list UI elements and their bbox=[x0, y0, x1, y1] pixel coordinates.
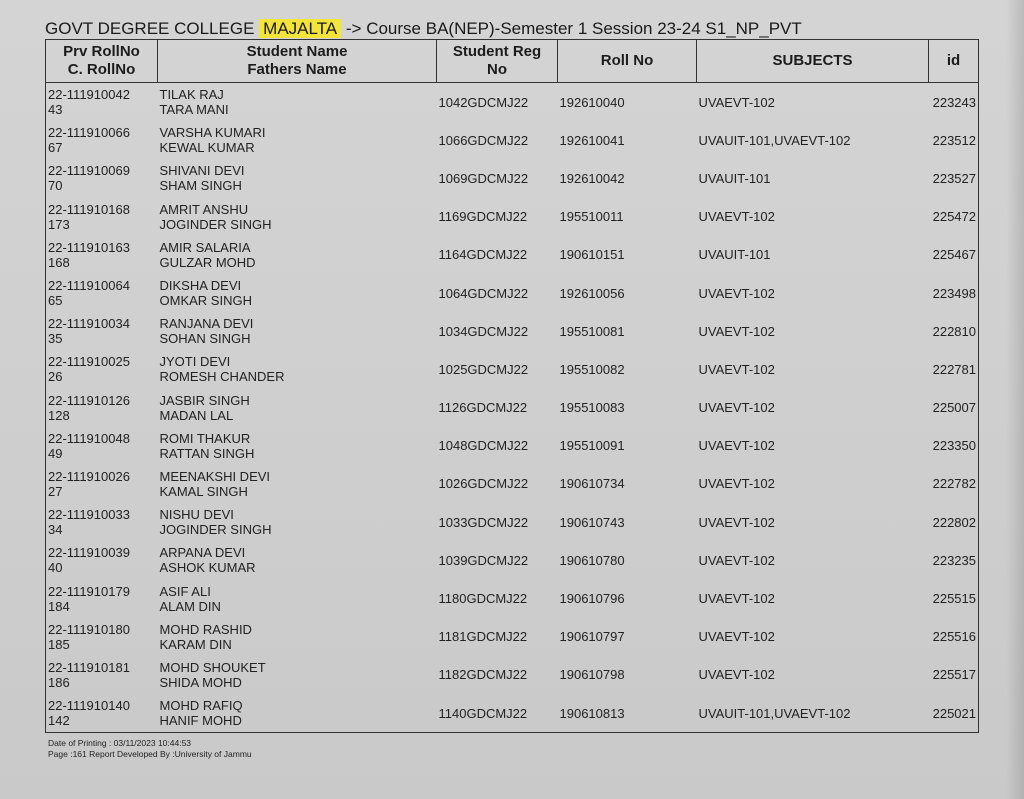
subjects: UVAEVT-102 bbox=[698, 438, 775, 454]
header-student-reg: Student Reg bbox=[452, 43, 542, 60]
student-reg-no: 1182GDCMJ22 bbox=[438, 667, 528, 683]
student-name: JASBIR SINGH bbox=[159, 392, 250, 408]
student-name: ASIF ALI bbox=[159, 583, 211, 599]
record-id: 225516 bbox=[929, 618, 979, 656]
student-reg-no: 1064GDCMJ22 bbox=[438, 285, 529, 301]
rollno-cell bbox=[46, 236, 158, 274]
student-reg-no: 1169GDCMJ22 bbox=[438, 209, 528, 225]
table-row bbox=[46, 312, 979, 350]
fathers-name: HANIF MOHD bbox=[159, 713, 242, 729]
fathers-name: GULZAR MOHD bbox=[159, 254, 256, 270]
prv-rollno: 22-111910025 bbox=[48, 354, 130, 370]
record-id: 225467 bbox=[929, 236, 979, 274]
subjects: UVAEVT-102 bbox=[698, 323, 775, 339]
subjects: UVAEVT-102 bbox=[698, 552, 775, 568]
table-row bbox=[46, 465, 979, 503]
student-reg-no: 1180GDCMJ22 bbox=[438, 591, 528, 607]
table-row bbox=[46, 656, 979, 694]
student-reg-no: 1140GDCMJ22 bbox=[437, 694, 558, 733]
record-id: 225021 bbox=[929, 694, 979, 733]
c-rollno: 70 bbox=[48, 178, 63, 194]
record-id: 223527 bbox=[929, 159, 979, 197]
name-cell bbox=[158, 236, 437, 274]
record-id: 223512 bbox=[929, 121, 979, 159]
header-student-reg-no bbox=[437, 40, 558, 83]
prv-rollno: 22-111910179 bbox=[48, 583, 130, 599]
rollno-cell bbox=[46, 312, 158, 350]
name-cell bbox=[158, 618, 437, 656]
subjects: UVAUIT-101 bbox=[698, 247, 771, 263]
subjects: UVAEVT-102 bbox=[698, 667, 775, 683]
c-rollno: 142 bbox=[48, 713, 70, 729]
fathers-name: ALAM DIN bbox=[159, 598, 221, 614]
subjects: UVAUIT-101 bbox=[698, 170, 771, 186]
prv-rollno: 22-111910048 bbox=[48, 430, 130, 446]
c-rollno: 186 bbox=[48, 674, 70, 690]
roll-no: 195510082 bbox=[559, 361, 625, 377]
rollno-cell bbox=[46, 694, 158, 733]
subjects: UVAEVT-102 bbox=[698, 629, 775, 645]
student-reg-no: 1025GDCMJ22 bbox=[438, 361, 529, 377]
name-cell bbox=[158, 656, 437, 694]
rollno-cell bbox=[46, 503, 158, 541]
prv-rollno: 22-111910180 bbox=[48, 621, 130, 637]
record-id: 225517 bbox=[929, 656, 979, 694]
c-rollno: 128 bbox=[48, 407, 70, 423]
table-row bbox=[46, 121, 979, 159]
record-id: 223243 bbox=[929, 83, 979, 122]
student-reg-no: 1048GDCMJ22 bbox=[438, 438, 529, 454]
table-row bbox=[46, 236, 979, 274]
subjects: UVAUIT-101,UVAEVT-102 bbox=[697, 694, 929, 733]
prv-rollno: 22-111910126 bbox=[48, 392, 130, 408]
subjects: UVAEVT-102 bbox=[698, 591, 775, 607]
name-cell bbox=[158, 389, 437, 427]
fathers-name: TARA MANI bbox=[159, 102, 229, 118]
page-info: Page :161 Report Developed By :University of Jammu bbox=[48, 749, 252, 759]
fathers-name: SOHAN SINGH bbox=[159, 331, 251, 347]
student-name: AMRIT ANSHU bbox=[159, 201, 249, 217]
prv-rollno: 22-111910181 bbox=[48, 659, 130, 675]
roll-no: 190610813 bbox=[558, 694, 697, 733]
c-rollno: 185 bbox=[48, 636, 70, 652]
student-table bbox=[45, 39, 979, 733]
header-subjects: SUBJECTS bbox=[697, 40, 929, 83]
roll-no: 192610042 bbox=[559, 170, 625, 186]
roll-no: 195510011 bbox=[559, 209, 624, 225]
fathers-name: JOGINDER SINGH bbox=[159, 522, 272, 538]
student-reg-no: 1033GDCMJ22 bbox=[438, 514, 529, 530]
prv-rollno: 22-111910034 bbox=[48, 316, 130, 332]
rollno-cell bbox=[46, 579, 158, 617]
fathers-name: KARAM DIN bbox=[159, 636, 232, 652]
student-name: MOHD RASHID bbox=[159, 621, 252, 637]
fathers-name: ROMESH CHANDER bbox=[159, 369, 285, 385]
student-name: AMIR SALARIA bbox=[159, 239, 251, 255]
name-cell bbox=[158, 198, 437, 236]
student-reg-no: 1026GDCMJ22 bbox=[438, 476, 529, 492]
prv-rollno: 22-111910039 bbox=[48, 545, 130, 561]
name-cell bbox=[158, 503, 437, 541]
header-id: id bbox=[929, 40, 979, 83]
name-cell bbox=[158, 121, 437, 159]
student-reg-no: 1181GDCMJ22 bbox=[438, 629, 528, 645]
student-reg-no: 1039GDCMJ22 bbox=[438, 552, 529, 568]
rollno-cell bbox=[46, 274, 158, 312]
rollno-cell bbox=[46, 541, 158, 579]
record-id: 222781 bbox=[929, 350, 979, 388]
prv-rollno: 22-111910140 bbox=[48, 698, 130, 714]
c-rollno: 43 bbox=[48, 102, 63, 118]
prv-rollno: 22-111910069 bbox=[48, 163, 130, 179]
roll-no: 190610780 bbox=[559, 552, 625, 568]
subjects: UVAEVT-102 bbox=[698, 400, 775, 416]
table-row bbox=[46, 618, 979, 656]
prv-rollno: 22-111910066 bbox=[48, 125, 130, 141]
name-cell bbox=[158, 83, 437, 122]
roll-no: 190610796 bbox=[559, 591, 625, 607]
student-name: ROMI THAKUR bbox=[159, 430, 251, 446]
name-cell bbox=[158, 579, 437, 617]
table-row bbox=[46, 389, 979, 427]
c-rollno: 184 bbox=[48, 598, 70, 614]
student-reg-no: 1034GDCMJ22 bbox=[438, 323, 529, 339]
subjects: UVAEVT-102 bbox=[698, 514, 775, 530]
student-reg-no: 1069GDCMJ22 bbox=[438, 170, 529, 186]
header-student-fathers-name bbox=[158, 40, 437, 83]
c-rollno: 173 bbox=[48, 216, 70, 232]
fathers-name: MADAN LAL bbox=[159, 407, 234, 423]
table-row bbox=[46, 274, 979, 312]
name-cell bbox=[158, 159, 437, 197]
roll-no: 190610734 bbox=[559, 476, 625, 492]
c-rollno: 27 bbox=[48, 483, 63, 499]
c-rollno: 67 bbox=[48, 140, 63, 156]
student-reg-no: 1042GDCMJ22 bbox=[438, 94, 529, 110]
subjects: UVAEVT-102 bbox=[698, 209, 775, 225]
date-of-printing: Date of Printing : 03/11/2023 10:44:53 bbox=[48, 738, 192, 748]
table-row bbox=[46, 579, 979, 617]
course-session: -> Course BA(NEP)-Semester 1 Session 23-24 S1_NP_PVT bbox=[345, 19, 802, 38]
fathers-name: SHIDA MOHD bbox=[159, 674, 242, 690]
roll-no: 190610151 bbox=[559, 247, 625, 263]
rollno-cell bbox=[46, 350, 158, 388]
name-cell bbox=[158, 694, 437, 733]
record-id: 225007 bbox=[929, 389, 979, 427]
roll-no: 195510083 bbox=[559, 400, 625, 416]
record-id: 223350 bbox=[929, 427, 979, 465]
fathers-name: SHAM SINGH bbox=[159, 178, 242, 194]
record-id: 225472 bbox=[929, 198, 979, 236]
header-c-rollno: C. RollNo bbox=[67, 61, 136, 78]
fathers-name: RATTAN SINGH bbox=[159, 445, 255, 461]
c-rollno: 40 bbox=[48, 560, 63, 576]
record-id: 223235 bbox=[929, 541, 979, 579]
name-cell bbox=[158, 541, 437, 579]
student-reg-no: 1066GDCMJ22 bbox=[438, 132, 529, 148]
record-id: 222802 bbox=[929, 503, 979, 541]
header-prv-rollno: Prv RollNo bbox=[63, 43, 140, 60]
student-name: SHIVANI DEVI bbox=[159, 163, 245, 179]
c-rollno: 34 bbox=[48, 522, 63, 538]
rollno-cell bbox=[46, 465, 158, 503]
table-body bbox=[46, 83, 979, 733]
rollno-cell bbox=[46, 121, 158, 159]
name-cell bbox=[158, 427, 437, 465]
student-reg-no: 1126GDCMJ22 bbox=[438, 400, 528, 416]
fathers-name: JOGINDER SINGH bbox=[159, 216, 272, 232]
fathers-name: ASHOK KUMAR bbox=[159, 560, 256, 576]
fathers-name: KAMAL SINGH bbox=[159, 483, 248, 499]
roll-no: 192610040 bbox=[559, 94, 625, 110]
table-row bbox=[46, 541, 979, 579]
college-name: GOVT DEGREE COLLEGE bbox=[45, 19, 255, 38]
student-name: NISHU DEVI bbox=[159, 507, 234, 523]
fathers-name: KEWAL KUMAR bbox=[159, 140, 255, 156]
fathers-name: OMKAR SINGH bbox=[159, 293, 252, 309]
table-row bbox=[46, 159, 979, 197]
subjects: UVAEVT-102 bbox=[698, 361, 775, 377]
student-name: MEENAKSHI DEVI bbox=[159, 468, 271, 484]
rollno-cell bbox=[46, 83, 158, 122]
student-reg-no: 1164GDCMJ22 bbox=[438, 247, 528, 263]
report-footer bbox=[48, 738, 252, 760]
roll-no: 190610743 bbox=[559, 514, 625, 530]
report-title bbox=[45, 19, 802, 39]
subjects: UVAEVT-102 bbox=[698, 476, 775, 492]
rollno-cell bbox=[46, 656, 158, 694]
prv-rollno: 22-111910064 bbox=[48, 278, 130, 294]
roll-no: 192610041 bbox=[559, 132, 625, 148]
student-name: ARPANA DEVI bbox=[159, 545, 246, 561]
student-name: VARSHA KUMARI bbox=[159, 125, 266, 141]
table-row bbox=[46, 350, 979, 388]
rollno-cell bbox=[46, 159, 158, 197]
prv-rollno: 22-111910163 bbox=[48, 239, 130, 255]
table-header-row bbox=[46, 40, 979, 83]
header-roll-no: Roll No bbox=[558, 40, 697, 83]
roll-no: 190610798 bbox=[559, 667, 625, 683]
roll-no: 190610797 bbox=[559, 629, 625, 645]
header-student-reg-no-line: No bbox=[487, 61, 507, 78]
record-id: 222810 bbox=[929, 312, 979, 350]
subjects: UVAEVT-102 bbox=[698, 285, 775, 301]
roll-no: 195510091 bbox=[559, 438, 625, 454]
rollno-cell bbox=[46, 389, 158, 427]
subjects: UVAUIT-101,UVAEVT-102 bbox=[698, 132, 851, 148]
student-name: MOHD SHOUKET bbox=[159, 659, 266, 675]
header-student-name: Student Name bbox=[246, 43, 348, 60]
name-cell bbox=[158, 274, 437, 312]
header-prv-c-rollno bbox=[46, 40, 158, 83]
prv-rollno: 22-111910026 bbox=[48, 468, 130, 484]
page-edge-shadow bbox=[1006, 0, 1024, 799]
c-rollno: 65 bbox=[48, 293, 63, 309]
rollno-cell bbox=[46, 427, 158, 465]
c-rollno: 26 bbox=[48, 369, 63, 385]
rollno-cell bbox=[46, 198, 158, 236]
rollno-cell bbox=[46, 618, 158, 656]
c-rollno: 168 bbox=[48, 254, 70, 270]
student-name: DIKSHA DEVI bbox=[159, 278, 242, 294]
record-id: 222782 bbox=[929, 465, 979, 503]
table-row bbox=[46, 503, 979, 541]
record-id: 225515 bbox=[929, 579, 979, 617]
table-row bbox=[46, 694, 979, 733]
prv-rollno: 22-111910042 bbox=[48, 87, 130, 103]
prv-rollno: 22-111910033 bbox=[48, 507, 130, 523]
college-location-highlight: MAJALTA bbox=[259, 19, 341, 38]
prv-rollno: 22-111910168 bbox=[48, 201, 130, 217]
roll-no: 192610056 bbox=[559, 285, 625, 301]
name-cell bbox=[158, 350, 437, 388]
c-rollno: 49 bbox=[48, 445, 63, 461]
table-row bbox=[46, 83, 979, 122]
record-id: 223498 bbox=[929, 274, 979, 312]
roll-no: 195510081 bbox=[559, 323, 625, 339]
subjects: UVAEVT-102 bbox=[698, 94, 775, 110]
name-cell bbox=[158, 312, 437, 350]
student-name: MOHD RAFIQ bbox=[159, 698, 243, 714]
name-cell bbox=[158, 465, 437, 503]
student-name: JYOTI DEVI bbox=[159, 354, 231, 370]
student-name: TILAK RAJ bbox=[159, 87, 224, 103]
student-name: RANJANA DEVI bbox=[159, 316, 254, 332]
table-row bbox=[46, 198, 979, 236]
header-fathers-name: Fathers Name bbox=[247, 61, 347, 78]
c-rollno: 35 bbox=[48, 331, 63, 347]
table-row bbox=[46, 427, 979, 465]
